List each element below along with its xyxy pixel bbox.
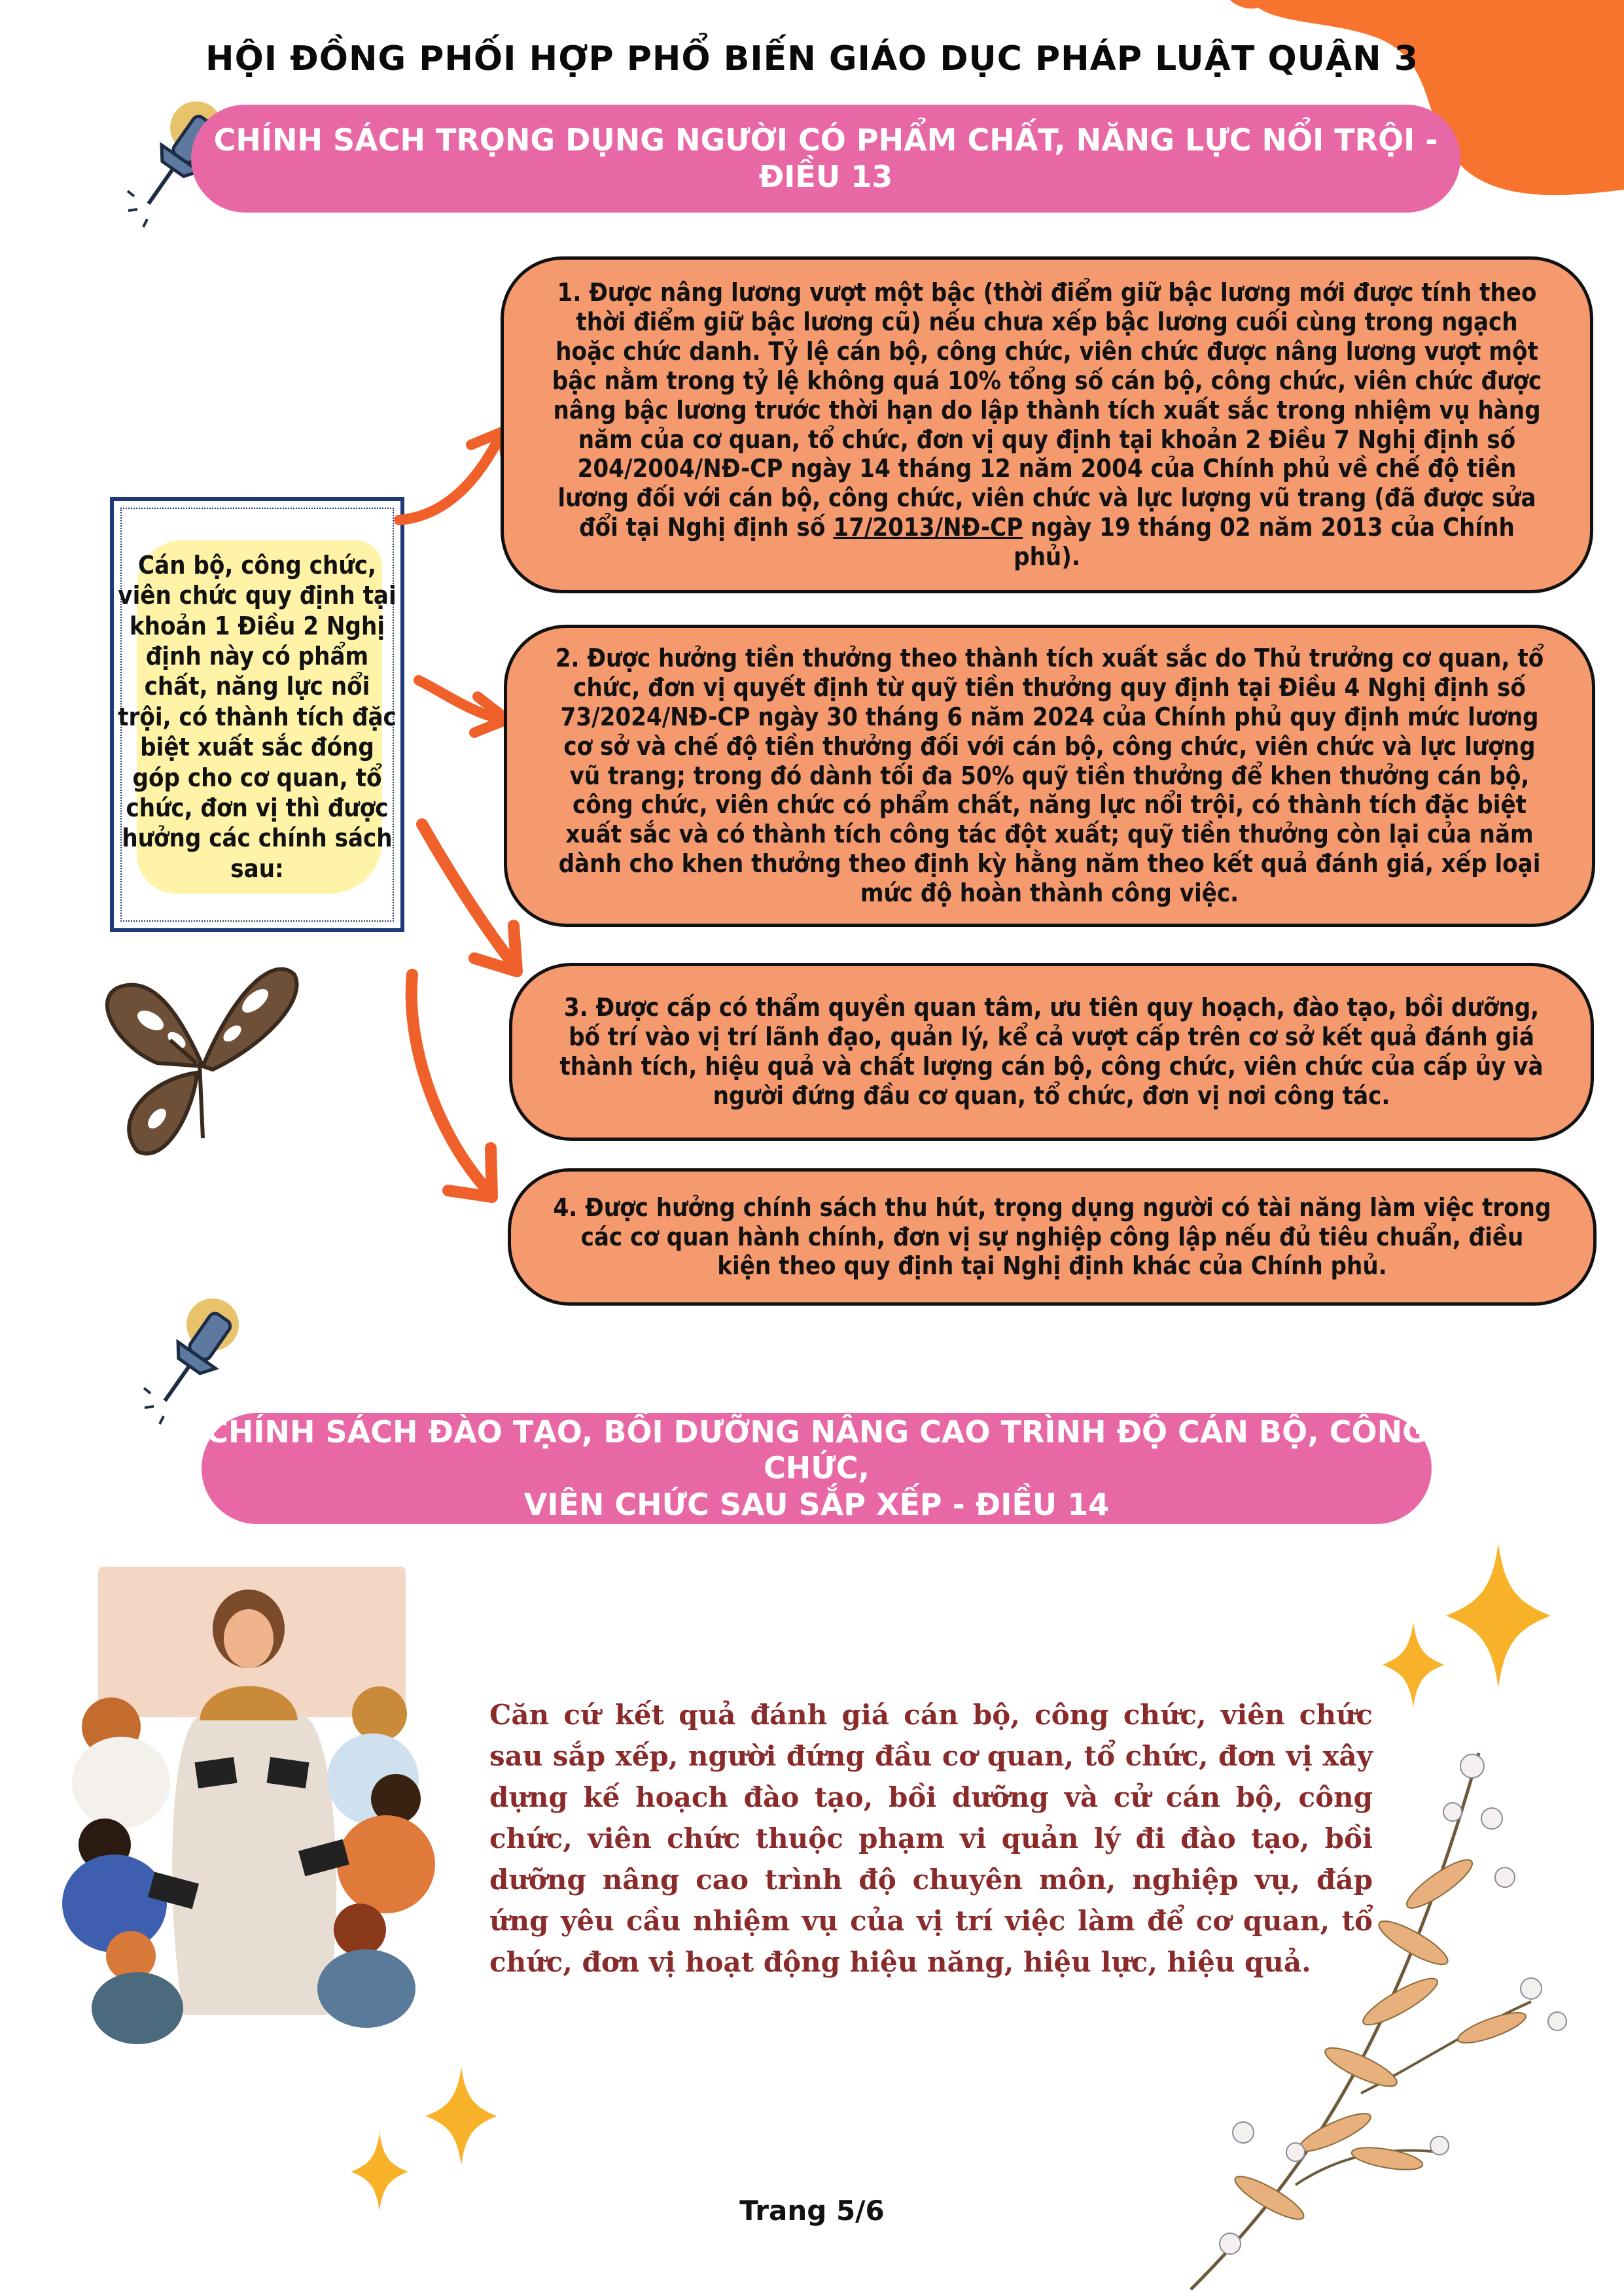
meeting-illustration bbox=[52, 1563, 445, 2021]
decree-link[interactable]: 17/2013/NĐ-CP bbox=[833, 512, 1023, 542]
sparkle-star-icon bbox=[1381, 1622, 1446, 1707]
sparkle-star-icon bbox=[1446, 1544, 1551, 1688]
policy-item-2-text: 2. Được hưởng tiền thưởng theo thành tích xuất sắc do Thủ trưởng cơ quan, tổ chức, đơn vị quyết định từ quỹ tiền thưởng quy định tại Điều 4 Nghị định số 73/2024/NĐ-CP ngày 30 tháng 6 năm 2024 của Chính phủ quy định mức lương cơ sở và chế độ tiền thưởng đối với cán bộ, công chức, viên chức và lực lượng vũ trang; trong đó dành tối đa 50% quỹ tiền thưởng để khen thưởng cán bộ, công chức, viên chức có phẩm chất, năng lực nổi trội, có thành tích đặc biệt xuất sắc và có thành tích công tác đột xuất; quỹ tiền thưởng còn lại của năm dành cho khen thưởng theo định kỳ hằng năm theo kết quả đánh giá, xếp loại mức độ hoàn thành công việc. bbox=[555, 644, 1544, 907]
section-2-banner-line-1: CHÍNH SÁCH ĐÀO TẠO, BỒI DƯỠNG NÂNG CAO TRÌNH ĐỘ CÁN BỘ, CÔNG CHỨC, bbox=[206, 1414, 1427, 1486]
section-1-banner bbox=[191, 105, 1460, 213]
pushpin-icon bbox=[141, 1295, 245, 1426]
section-2-banner-line-2: VIÊN CHỨC SAU SẮP XẾP - ĐIỀU 14 bbox=[523, 1486, 1110, 1522]
intro-frame bbox=[110, 497, 404, 932]
butterfly-icon bbox=[98, 948, 301, 1164]
policy-item-4-text: 4. Được hưởng chính sách thu hút, trọng dụng người có tài năng làm việc trong các cơ quan hành chính, đơn vị sự nghiệp công lập nếu đủ tiêu chuẩn, điều kiện theo quy định tại Nghị định khác của Chính phủ. bbox=[553, 1192, 1551, 1281]
arrow-icon bbox=[412, 667, 517, 739]
intro-text: Cán bộ, công chức, viên chức quy định tại khoản 1 Điều 2 Nghị định này có phẩm chất, năng lực nổi trội, có thành tích đặc biệt xuất sắc đóng góp cho cơ quan, tổ chức, đơn vị thì được hưởng các chính sách sau: bbox=[118, 551, 397, 883]
policy-item-1-text: 1. Được nâng lương vượt một bậc (thời điểm giữ bậc lương mới được tính theo thời điểm giữ bậc lương cũ) nếu chưa xếp bậc lương cuối cùng trong ngạch hoặc chức danh. Tỷ lệ cán bộ, công chức, viên chức được nâng lương vượt một bậc nằm trong tỷ lệ không quá 10% tổng số cán bộ, công chức, viên chức được nâng bậc lương trước thời hạn do lập thành tích xuất sắc trong nhiệm vụ hàng năm của cơ quan, tổ chức, đơn vị quy định tại khoản 2 Điều 7 Nghị định số 204/2004/NĐ-CP ngày 14 tháng 12 năm 2004 của Chính phủ về chế độ tiền lương đối với cán bộ, công chức, viên chức và lực lượng vũ trang (đã được sửa đổi tại Nghị định số bbox=[552, 278, 1542, 542]
sparkle-star-icon bbox=[425, 2067, 497, 2165]
section-1-banner-line-1: CHÍNH SÁCH TRỌNG DỤNG NGƯỜI CÓ PHẨM CHẤT, NĂNG LỰC NỔI TRỘI - bbox=[213, 122, 1438, 158]
section-1-banner-line-2: ĐIỀU 13 bbox=[758, 158, 893, 194]
policy-item-1 bbox=[501, 256, 1593, 593]
page-title: HỘI ĐỒNG PHỐI HỢP PHỔ BIẾN GIÁO DỤC PHÁP LUẬT QUẬN 3 bbox=[205, 39, 1419, 78]
policy-item-3 bbox=[509, 963, 1594, 1141]
policy-item-1-text-end: ngày 19 tháng 02 năm 2013 của Chính phủ). bbox=[1014, 512, 1515, 571]
page-number: Trang 5/6 bbox=[739, 2195, 885, 2227]
section-2-banner bbox=[202, 1413, 1432, 1524]
policy-item-4 bbox=[508, 1168, 1597, 1306]
policy-item-3-text: 3. Được cấp có thẩm quyền quan tâm, ưu tiên quy hoạch, đào tạo, bồi dưỡng, bố trí vào vị trí lãnh đạo, quản lý, kể cả vượt cấp trên cơ sở kết quả đánh giá thành tích, hiệu quả và chất lượng cán bộ, công chức, viên chức của cấp ủy và người đứng đầu cơ quan, tổ chức, đơn vị nơi công tác. bbox=[559, 993, 1544, 1110]
arrow-icon bbox=[393, 968, 510, 1217]
policy-item-2 bbox=[504, 625, 1595, 927]
training-policy-paragraph: Căn cứ kết quả đánh giá cán bộ, công chức, viên chức sau sắp xếp, người đứng đầu cơ quan, tổ chức, đơn vị xây dựng kế hoạch đào tạo, bồi dưỡng và cử cán bộ, công chức, viên chức thuộc phạm vi quản lý đi đào tạo, bồi dưỡng nâng cao trình độ chuyên môn, nghiệp vụ, đáp ứng yêu cầu nhiệm vụ của vị trí việc làm để cơ quan, tổ chức, đơn vị hoạt động hiệu năng, hiệu lực, hiệu quả. bbox=[489, 1699, 1373, 1978]
